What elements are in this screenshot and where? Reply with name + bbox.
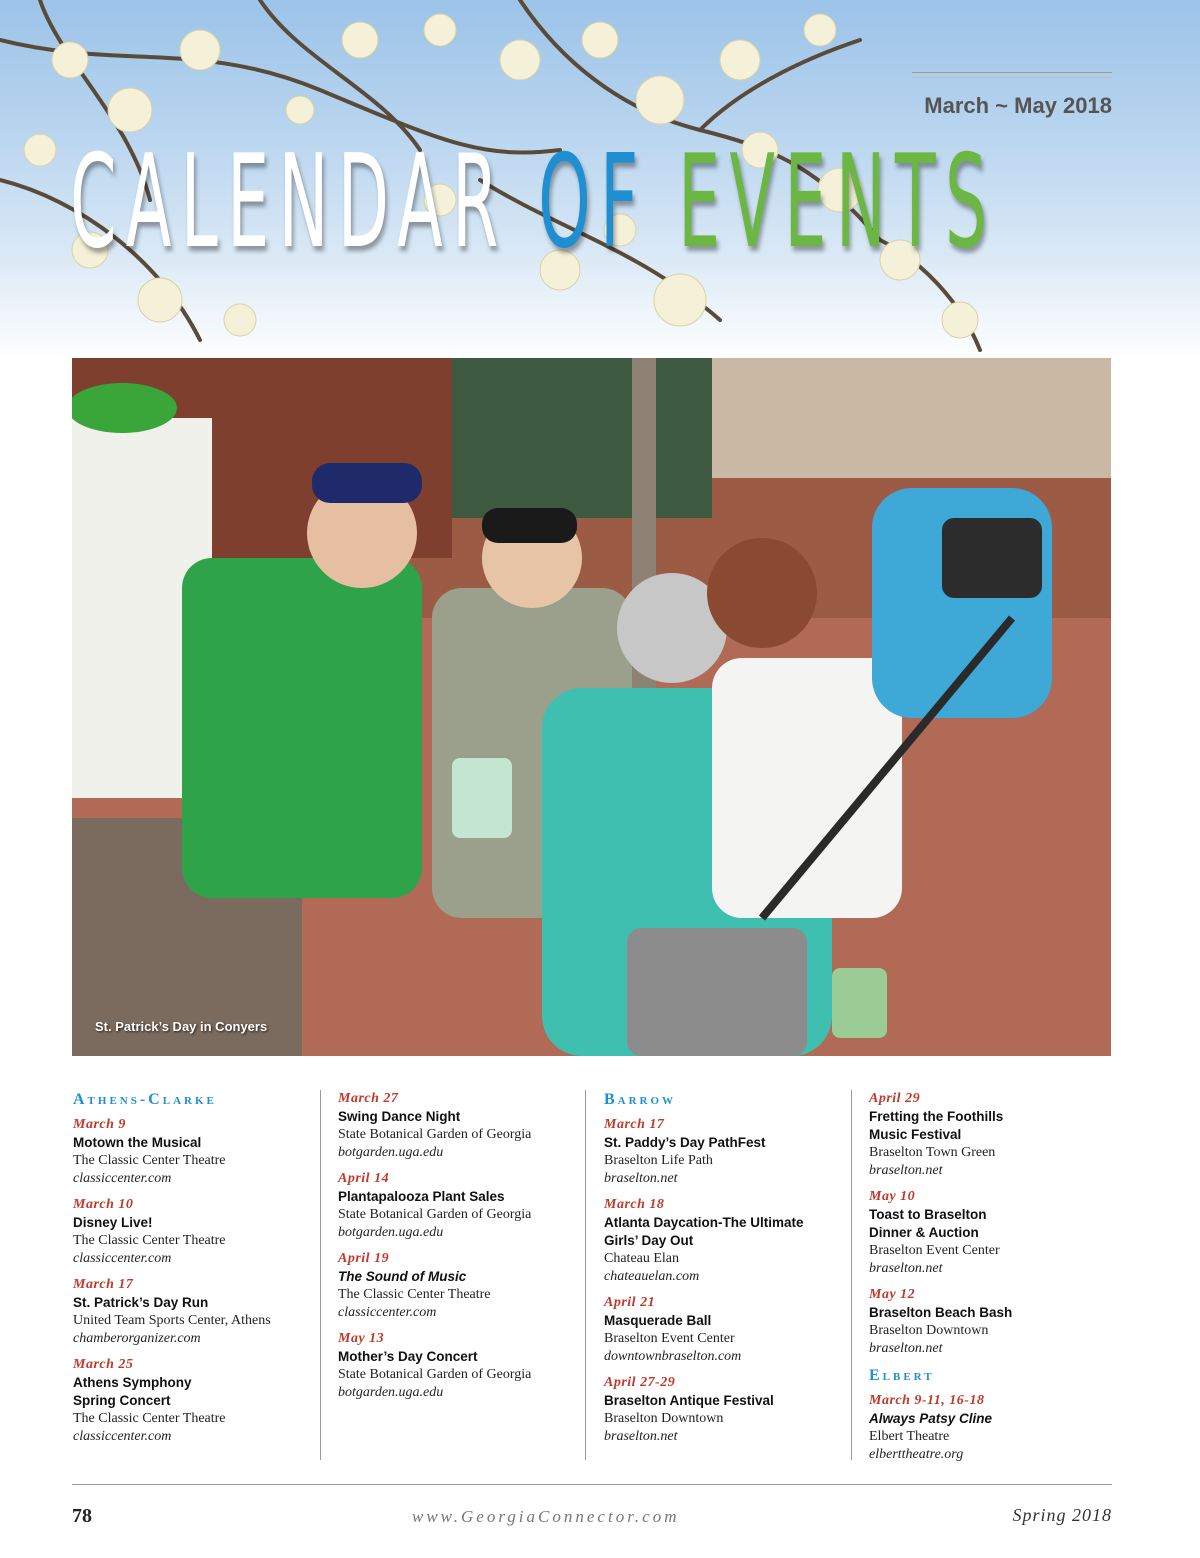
events-column-2: [338, 1090, 583, 1410]
event-date: March 17: [73, 1277, 134, 1292]
event-date: March 9: [73, 1117, 126, 1132]
event-link[interactable]: elberttheatre.org: [869, 1447, 964, 1462]
header-rule-secondary: [912, 77, 1112, 78]
event-item: [869, 1188, 1114, 1278]
region-heading: Athens-Clarke: [73, 1091, 217, 1108]
event-title: Athens Symphony Spring Concert: [73, 1375, 192, 1408]
event-venue: State Botanical Garden of Georgia: [338, 1207, 532, 1222]
event-title: Always Patsy Cline: [869, 1411, 993, 1426]
event-link[interactable]: chateauelan.com: [604, 1269, 700, 1284]
event-venue: Braselton Town Green: [869, 1145, 996, 1160]
event-date: April 19: [338, 1251, 390, 1266]
event-venue: Braselton Event Center: [604, 1331, 735, 1346]
title-of: OF: [538, 128, 679, 277]
column-divider: [851, 1090, 852, 1460]
event-venue: The Classic Center Theatre: [338, 1287, 491, 1302]
event-date: March 9-11, 16-18: [869, 1393, 985, 1408]
event-title: Plantapalooza Plant Sales: [338, 1189, 505, 1204]
event-date: April 14: [338, 1171, 390, 1186]
event-title: Braselton Antique Festival: [604, 1393, 774, 1408]
date-range: March ~ May 2018: [924, 93, 1112, 118]
event-link[interactable]: botgarden.uga.edu: [338, 1385, 444, 1400]
event-venue: The Classic Center Theatre: [73, 1153, 226, 1168]
header-rule: [912, 72, 1112, 73]
event-date: April 29: [869, 1091, 921, 1106]
event-link[interactable]: classiccenter.com: [338, 1305, 437, 1320]
event-venue: Braselton Downtown: [604, 1411, 724, 1426]
event-link[interactable]: braselton.net: [869, 1163, 943, 1178]
event-link[interactable]: braselton.net: [869, 1341, 943, 1356]
photo-caption: St. Patrick’s Day in Conyers: [95, 1019, 268, 1034]
event-link[interactable]: braselton.net: [604, 1171, 678, 1186]
event-item: [338, 1330, 583, 1402]
event-date: May 12: [869, 1287, 916, 1302]
event-link[interactable]: braselton.net: [604, 1429, 678, 1444]
event-item: [338, 1170, 583, 1242]
event-venue: United Team Sports Center, Athens: [73, 1313, 271, 1328]
event-item: [73, 1196, 318, 1268]
event-title: Disney Live!: [73, 1215, 153, 1230]
page-number: 78: [72, 1505, 92, 1527]
footer-rule: [72, 1484, 1112, 1485]
event-date: March 25: [73, 1357, 134, 1372]
event-date: May 10: [869, 1189, 916, 1204]
region-heading: Barrow: [604, 1091, 677, 1108]
event-link[interactable]: classiccenter.com: [73, 1429, 172, 1444]
feature-photo: [72, 358, 1111, 1056]
events-column-4: [869, 1090, 1114, 1472]
issue-label: Spring 2018: [1012, 1505, 1112, 1525]
event-title: The Sound of Music: [338, 1269, 467, 1284]
event-title: Swing Dance Night: [338, 1109, 461, 1124]
event-item: [869, 1286, 1114, 1358]
event-item: [869, 1392, 1114, 1464]
event-title: Motown the Musical: [73, 1135, 202, 1150]
event-title: Fretting the Foothills Music Festival: [869, 1109, 1004, 1142]
title-calendar: CALENDAR: [70, 128, 539, 277]
event-item: [604, 1374, 849, 1446]
region-heading: Elbert: [869, 1367, 935, 1384]
event-date: March 17: [604, 1117, 665, 1132]
event-item: [73, 1116, 318, 1188]
event-link[interactable]: botgarden.uga.edu: [338, 1145, 444, 1160]
event-link[interactable]: braselton.net: [869, 1261, 943, 1276]
event-item: [604, 1116, 849, 1188]
event-venue: The Classic Center Theatre: [73, 1233, 226, 1248]
event-item: [604, 1196, 849, 1286]
column-divider: [320, 1090, 321, 1460]
event-link[interactable]: chamberorganizer.com: [73, 1331, 201, 1346]
event-date: March 10: [73, 1197, 134, 1212]
event-venue: Braselton Event Center: [869, 1243, 1000, 1258]
event-date: March 27: [338, 1091, 399, 1106]
event-venue: Chateau Elan: [604, 1251, 680, 1266]
page-title: [70, 128, 997, 278]
event-venue: The Classic Center Theatre: [73, 1411, 226, 1426]
event-item: [338, 1090, 583, 1162]
column-divider: [585, 1090, 586, 1460]
event-link[interactable]: classiccenter.com: [73, 1171, 172, 1186]
event-date: March 18: [604, 1197, 665, 1212]
event-link[interactable]: downtownbraselton.com: [604, 1349, 742, 1364]
events-column-1: [73, 1090, 318, 1454]
event-title: Mother’s Day Concert: [338, 1349, 478, 1364]
event-date: May 13: [338, 1331, 385, 1346]
event-date: April 27-29: [604, 1375, 676, 1390]
event-title: St. Patrick’s Day Run: [73, 1295, 209, 1310]
event-title: Atlanta Daycation-The Ultimate Girls’ Day Out: [604, 1215, 804, 1248]
event-link[interactable]: classiccenter.com: [73, 1251, 172, 1266]
events-column-3: [604, 1090, 849, 1454]
event-venue: Elbert Theatre: [869, 1429, 950, 1444]
event-title: St. Paddy’s Day PathFest: [604, 1135, 766, 1150]
event-venue: State Botanical Garden of Georgia: [338, 1367, 532, 1382]
event-item: [604, 1294, 849, 1366]
event-venue: Braselton Life Path: [604, 1153, 713, 1168]
event-item: [73, 1356, 318, 1446]
event-date: April 21: [604, 1295, 656, 1310]
event-venue: Braselton Downtown: [869, 1323, 989, 1338]
event-item: [73, 1276, 318, 1348]
event-item: [869, 1090, 1114, 1180]
event-venue: State Botanical Garden of Georgia: [338, 1127, 532, 1142]
event-title: Toast to Braselton Dinner & Auction: [869, 1207, 987, 1240]
event-title: Braselton Beach Bash: [869, 1305, 1013, 1320]
event-title: Masquerade Ball: [604, 1313, 712, 1328]
website-link[interactable]: www.GeorgiaConnector.com: [412, 1507, 680, 1526]
event-item: [338, 1250, 583, 1322]
event-link[interactable]: botgarden.uga.edu: [338, 1225, 444, 1240]
title-events: EVENTS: [678, 128, 997, 277]
festival-crowd-photo: [72, 358, 1111, 1056]
